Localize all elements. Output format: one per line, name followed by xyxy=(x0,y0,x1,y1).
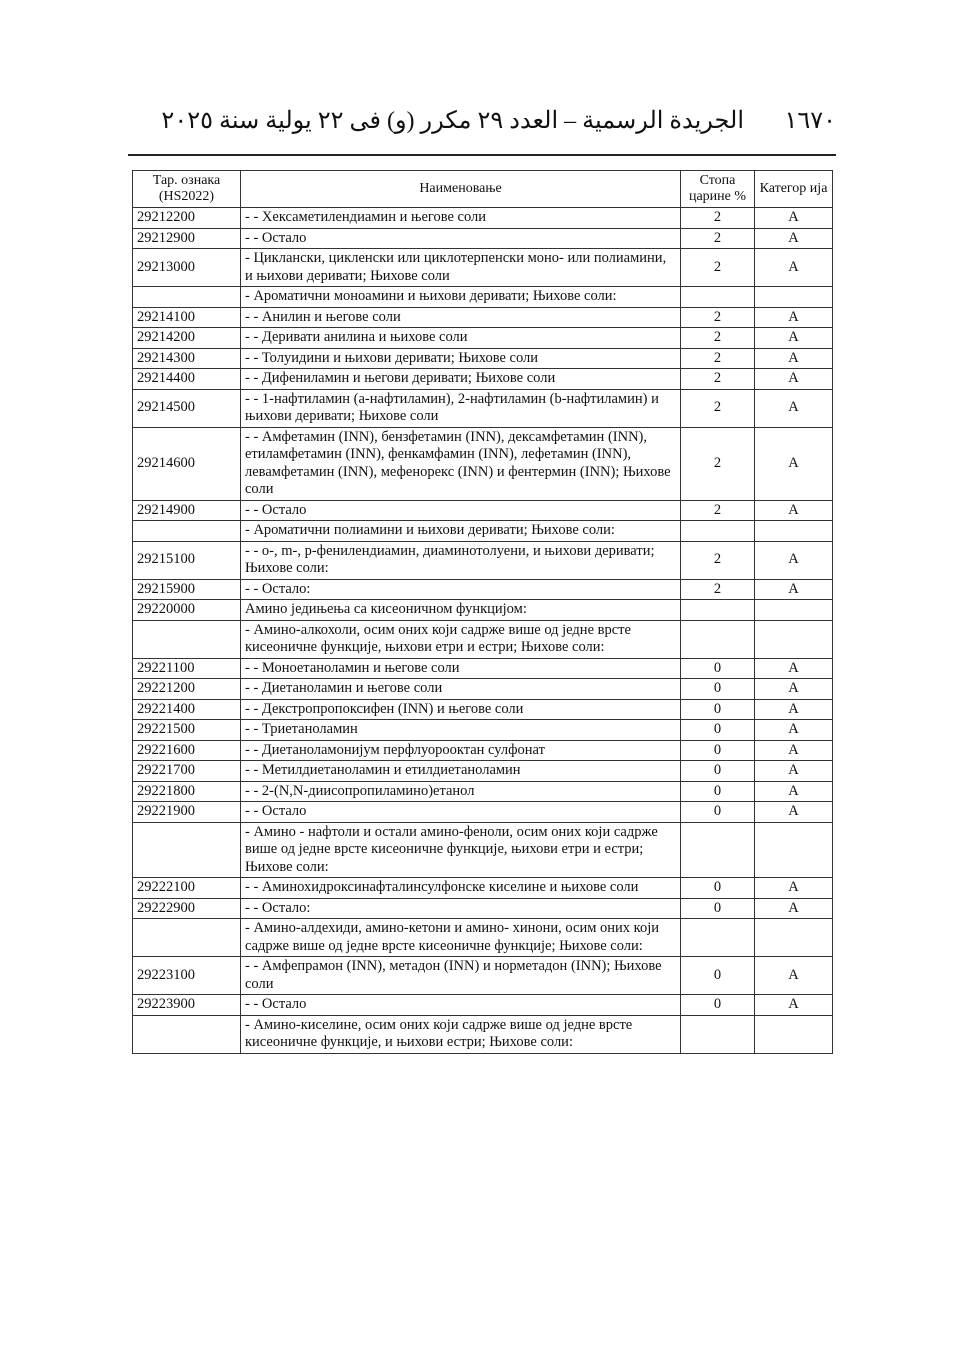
cell-desc: - - Остало xyxy=(241,500,681,521)
cell-desc: - - Остало: xyxy=(241,898,681,919)
cell-cat: А xyxy=(755,802,833,823)
cell-code: 29214400 xyxy=(133,369,241,390)
cell-desc: - Амино - нафтоли и остали амино-феноли, осим оних који садрже више од једне врсте кисеоничне функције, њихови етри и естри; Њихове соли: xyxy=(241,822,681,878)
cell-cat: А xyxy=(755,761,833,782)
table-row xyxy=(133,658,833,679)
cell-cat: А xyxy=(755,579,833,600)
table-row xyxy=(133,307,833,328)
cell-rate: 0 xyxy=(681,740,755,761)
cell-desc: - Амино-алкохоли, осим оних који садрже више од једне врсте кисеоничне функције, њихови етри и естри; Њихове соли: xyxy=(241,620,681,658)
table-row xyxy=(133,521,833,542)
cell-code: 29214500 xyxy=(133,389,241,427)
cell-desc: - - Деривати анилина и њихове соли xyxy=(241,328,681,349)
cell-desc: - - Метилдиетаноламин и етилдиетаноламин xyxy=(241,761,681,782)
cell-code: 29214100 xyxy=(133,307,241,328)
table-row xyxy=(133,1015,833,1053)
cell-code xyxy=(133,620,241,658)
cell-desc: - Ароматични полиамини и њихови деривати; Њихове соли: xyxy=(241,521,681,542)
cell-desc: - - Хексаметилендиамин и његове соли xyxy=(241,208,681,229)
table-row xyxy=(133,579,833,600)
cell-cat: А xyxy=(755,699,833,720)
table-row xyxy=(133,740,833,761)
table-row xyxy=(133,679,833,700)
page-number: ١٦٧٠ xyxy=(784,108,836,134)
cell-rate: 2 xyxy=(681,369,755,390)
table-row xyxy=(133,781,833,802)
cell-desc: - - Толуидини и њихови деривати; Њихове соли xyxy=(241,348,681,369)
cell-code xyxy=(133,287,241,308)
cell-cat xyxy=(755,919,833,957)
column-header-category: Категор ија xyxy=(755,171,833,208)
cell-desc: - - Остало xyxy=(241,802,681,823)
cell-desc: - - о-, m-, р-фенилендиамин, диаминотолуени, и њихови деривати; Њихове соли: xyxy=(241,541,681,579)
page-header xyxy=(128,104,836,140)
table-row xyxy=(133,761,833,782)
cell-code: 29221200 xyxy=(133,679,241,700)
cell-rate: 2 xyxy=(681,579,755,600)
cell-cat xyxy=(755,620,833,658)
cell-code: 29223900 xyxy=(133,995,241,1016)
cell-desc: - - Анилин и његове соли xyxy=(241,307,681,328)
cell-code: 29221400 xyxy=(133,699,241,720)
cell-rate: 2 xyxy=(681,228,755,249)
cell-rate: 2 xyxy=(681,541,755,579)
cell-cat: А xyxy=(755,898,833,919)
cell-rate: 2 xyxy=(681,328,755,349)
cell-rate: 0 xyxy=(681,878,755,899)
table-row xyxy=(133,541,833,579)
cell-desc: - Цикл​ански, цикленски или циклотерпенски моно- или полиамини, и њихови деривати; Њихове соли xyxy=(241,249,681,287)
cell-desc: Амино једињења са кисеоничном функцијом: xyxy=(241,600,681,621)
column-header-name: Наименовање xyxy=(241,171,681,208)
cell-rate xyxy=(681,600,755,621)
gazette-title: الجريدة الرسمية – العدد ٢٩ مكرر (و) فى ٢٢ يولية سنة ٢٠٢٥ xyxy=(161,108,744,134)
table-row xyxy=(133,369,833,390)
cell-rate: 2 xyxy=(681,249,755,287)
cell-cat: А xyxy=(755,541,833,579)
table-header-row xyxy=(133,171,833,208)
cell-desc: - - Остало xyxy=(241,995,681,1016)
cell-rate: 0 xyxy=(681,957,755,995)
cell-cat: А xyxy=(755,878,833,899)
cell-desc: - - Декстропропоксифен (INN) и његове соли xyxy=(241,699,681,720)
cell-rate xyxy=(681,620,755,658)
cell-rate: 0 xyxy=(681,781,755,802)
cell-code: 29222100 xyxy=(133,878,241,899)
cell-code: 29221900 xyxy=(133,802,241,823)
cell-cat: А xyxy=(755,781,833,802)
cell-rate xyxy=(681,919,755,957)
table-row xyxy=(133,208,833,229)
cell-rate: 2 xyxy=(681,389,755,427)
cell-cat: А xyxy=(755,389,833,427)
table-row xyxy=(133,995,833,1016)
cell-rate: 0 xyxy=(681,658,755,679)
table-row xyxy=(133,919,833,957)
column-header-code: Тар. ознака (HS2022) xyxy=(133,171,241,208)
cell-code xyxy=(133,1015,241,1053)
cell-desc: - Амино-алдехиди, амино-кетони и амино- хинони, осим оних који садрже више од једне врсте кисеоничне функције; Њихове соли: xyxy=(241,919,681,957)
header-rule xyxy=(128,154,836,156)
cell-cat xyxy=(755,1015,833,1053)
cell-cat xyxy=(755,600,833,621)
cell-cat: А xyxy=(755,427,833,500)
cell-cat xyxy=(755,521,833,542)
table-row xyxy=(133,620,833,658)
cell-cat: А xyxy=(755,328,833,349)
cell-code: 29213000 xyxy=(133,249,241,287)
table-row xyxy=(133,287,833,308)
cell-code: 29221600 xyxy=(133,740,241,761)
cell-cat: А xyxy=(755,208,833,229)
cell-code xyxy=(133,919,241,957)
cell-code: 29214300 xyxy=(133,348,241,369)
cell-desc: - - Триетаноламин xyxy=(241,720,681,741)
cell-cat: А xyxy=(755,957,833,995)
cell-code: 29223100 xyxy=(133,957,241,995)
cell-code: 29221500 xyxy=(133,720,241,741)
table-row xyxy=(133,328,833,349)
cell-code: 29221800 xyxy=(133,781,241,802)
table-row xyxy=(133,878,833,899)
cell-rate xyxy=(681,1015,755,1053)
cell-code: 29212900 xyxy=(133,228,241,249)
cell-code: 29212200 xyxy=(133,208,241,229)
cell-desc: - - Амфепрамон (INN), метадон (INN) и норметадон (INN); Њихове соли xyxy=(241,957,681,995)
cell-desc: - - Аминохидроксинафталинсулфонске киселине и њихове соли xyxy=(241,878,681,899)
table-row xyxy=(133,699,833,720)
cell-code: 29215900 xyxy=(133,579,241,600)
table-body xyxy=(133,208,833,1054)
cell-code: 29214600 xyxy=(133,427,241,500)
cell-cat: А xyxy=(755,740,833,761)
cell-rate xyxy=(681,521,755,542)
table-row xyxy=(133,898,833,919)
cell-rate: 2 xyxy=(681,307,755,328)
cell-rate: 0 xyxy=(681,898,755,919)
cell-cat: А xyxy=(755,228,833,249)
cell-desc: - - Остало: xyxy=(241,579,681,600)
cell-desc: - - Амфетамин (INN), бензфетамин (INN), дексамфетамин (INN), етиламфетамин (INN), фенкамфамин (INN), лефетамин (INN), левамфетамин (INN), мефенорекс (INN) и фентермин (INN); Њихове соли xyxy=(241,427,681,500)
cell-rate: 0 xyxy=(681,699,755,720)
cell-rate: 0 xyxy=(681,802,755,823)
cell-cat: А xyxy=(755,249,833,287)
cell-code: 29221100 xyxy=(133,658,241,679)
cell-code: 29214900 xyxy=(133,500,241,521)
cell-rate: 2 xyxy=(681,427,755,500)
table-row xyxy=(133,957,833,995)
cell-desc: - Ароматични моноамини и њихови деривати; Њихове соли: xyxy=(241,287,681,308)
cell-cat: А xyxy=(755,500,833,521)
cell-rate: 2 xyxy=(681,208,755,229)
cell-code: 29214200 xyxy=(133,328,241,349)
column-header-rate: Стопа царине % xyxy=(681,171,755,208)
cell-cat xyxy=(755,287,833,308)
table-row xyxy=(133,427,833,500)
cell-cat xyxy=(755,822,833,878)
cell-rate xyxy=(681,822,755,878)
cell-rate: 0 xyxy=(681,679,755,700)
table-row xyxy=(133,822,833,878)
cell-rate xyxy=(681,287,755,308)
cell-cat: А xyxy=(755,348,833,369)
cell-cat: А xyxy=(755,679,833,700)
cell-cat: А xyxy=(755,995,833,1016)
cell-cat: А xyxy=(755,658,833,679)
table-row xyxy=(133,389,833,427)
cell-desc: - - Диетаноламин и његове соли xyxy=(241,679,681,700)
cell-desc: - Амино-киселине, осим оних који садрже више од једне врсте кисеоничне функције, и њихови естри; Њихове соли: xyxy=(241,1015,681,1053)
tariff-table xyxy=(132,170,833,1054)
cell-desc: - - Дифениламин и његови деривати; Њихове соли xyxy=(241,369,681,390)
table-row xyxy=(133,600,833,621)
cell-cat: А xyxy=(755,369,833,390)
table-row xyxy=(133,348,833,369)
table-row xyxy=(133,500,833,521)
cell-desc: - - Моноетаноламин и његове соли xyxy=(241,658,681,679)
cell-desc: - - 1-нафтиламин (a-нафтиламин), 2-нафтиламин (b-нафтиламин) и њихови деривати; Њихове соли xyxy=(241,389,681,427)
cell-code xyxy=(133,521,241,542)
cell-desc: - - Остало xyxy=(241,228,681,249)
cell-rate: 2 xyxy=(681,500,755,521)
cell-cat: А xyxy=(755,307,833,328)
cell-code: 29222900 xyxy=(133,898,241,919)
table-row xyxy=(133,249,833,287)
cell-code: 29220000 xyxy=(133,600,241,621)
table-row xyxy=(133,720,833,741)
cell-code: 29221700 xyxy=(133,761,241,782)
cell-desc: - - Диетаноламонијум перфлуорооктан сулфонат xyxy=(241,740,681,761)
cell-rate: 0 xyxy=(681,720,755,741)
cell-cat: А xyxy=(755,720,833,741)
cell-rate: 0 xyxy=(681,761,755,782)
table-row xyxy=(133,228,833,249)
table-row xyxy=(133,802,833,823)
cell-code xyxy=(133,822,241,878)
cell-rate: 2 xyxy=(681,348,755,369)
cell-rate: 0 xyxy=(681,995,755,1016)
cell-desc: - - 2-(N,N-диисопропиламино)етанол xyxy=(241,781,681,802)
cell-code: 29215100 xyxy=(133,541,241,579)
